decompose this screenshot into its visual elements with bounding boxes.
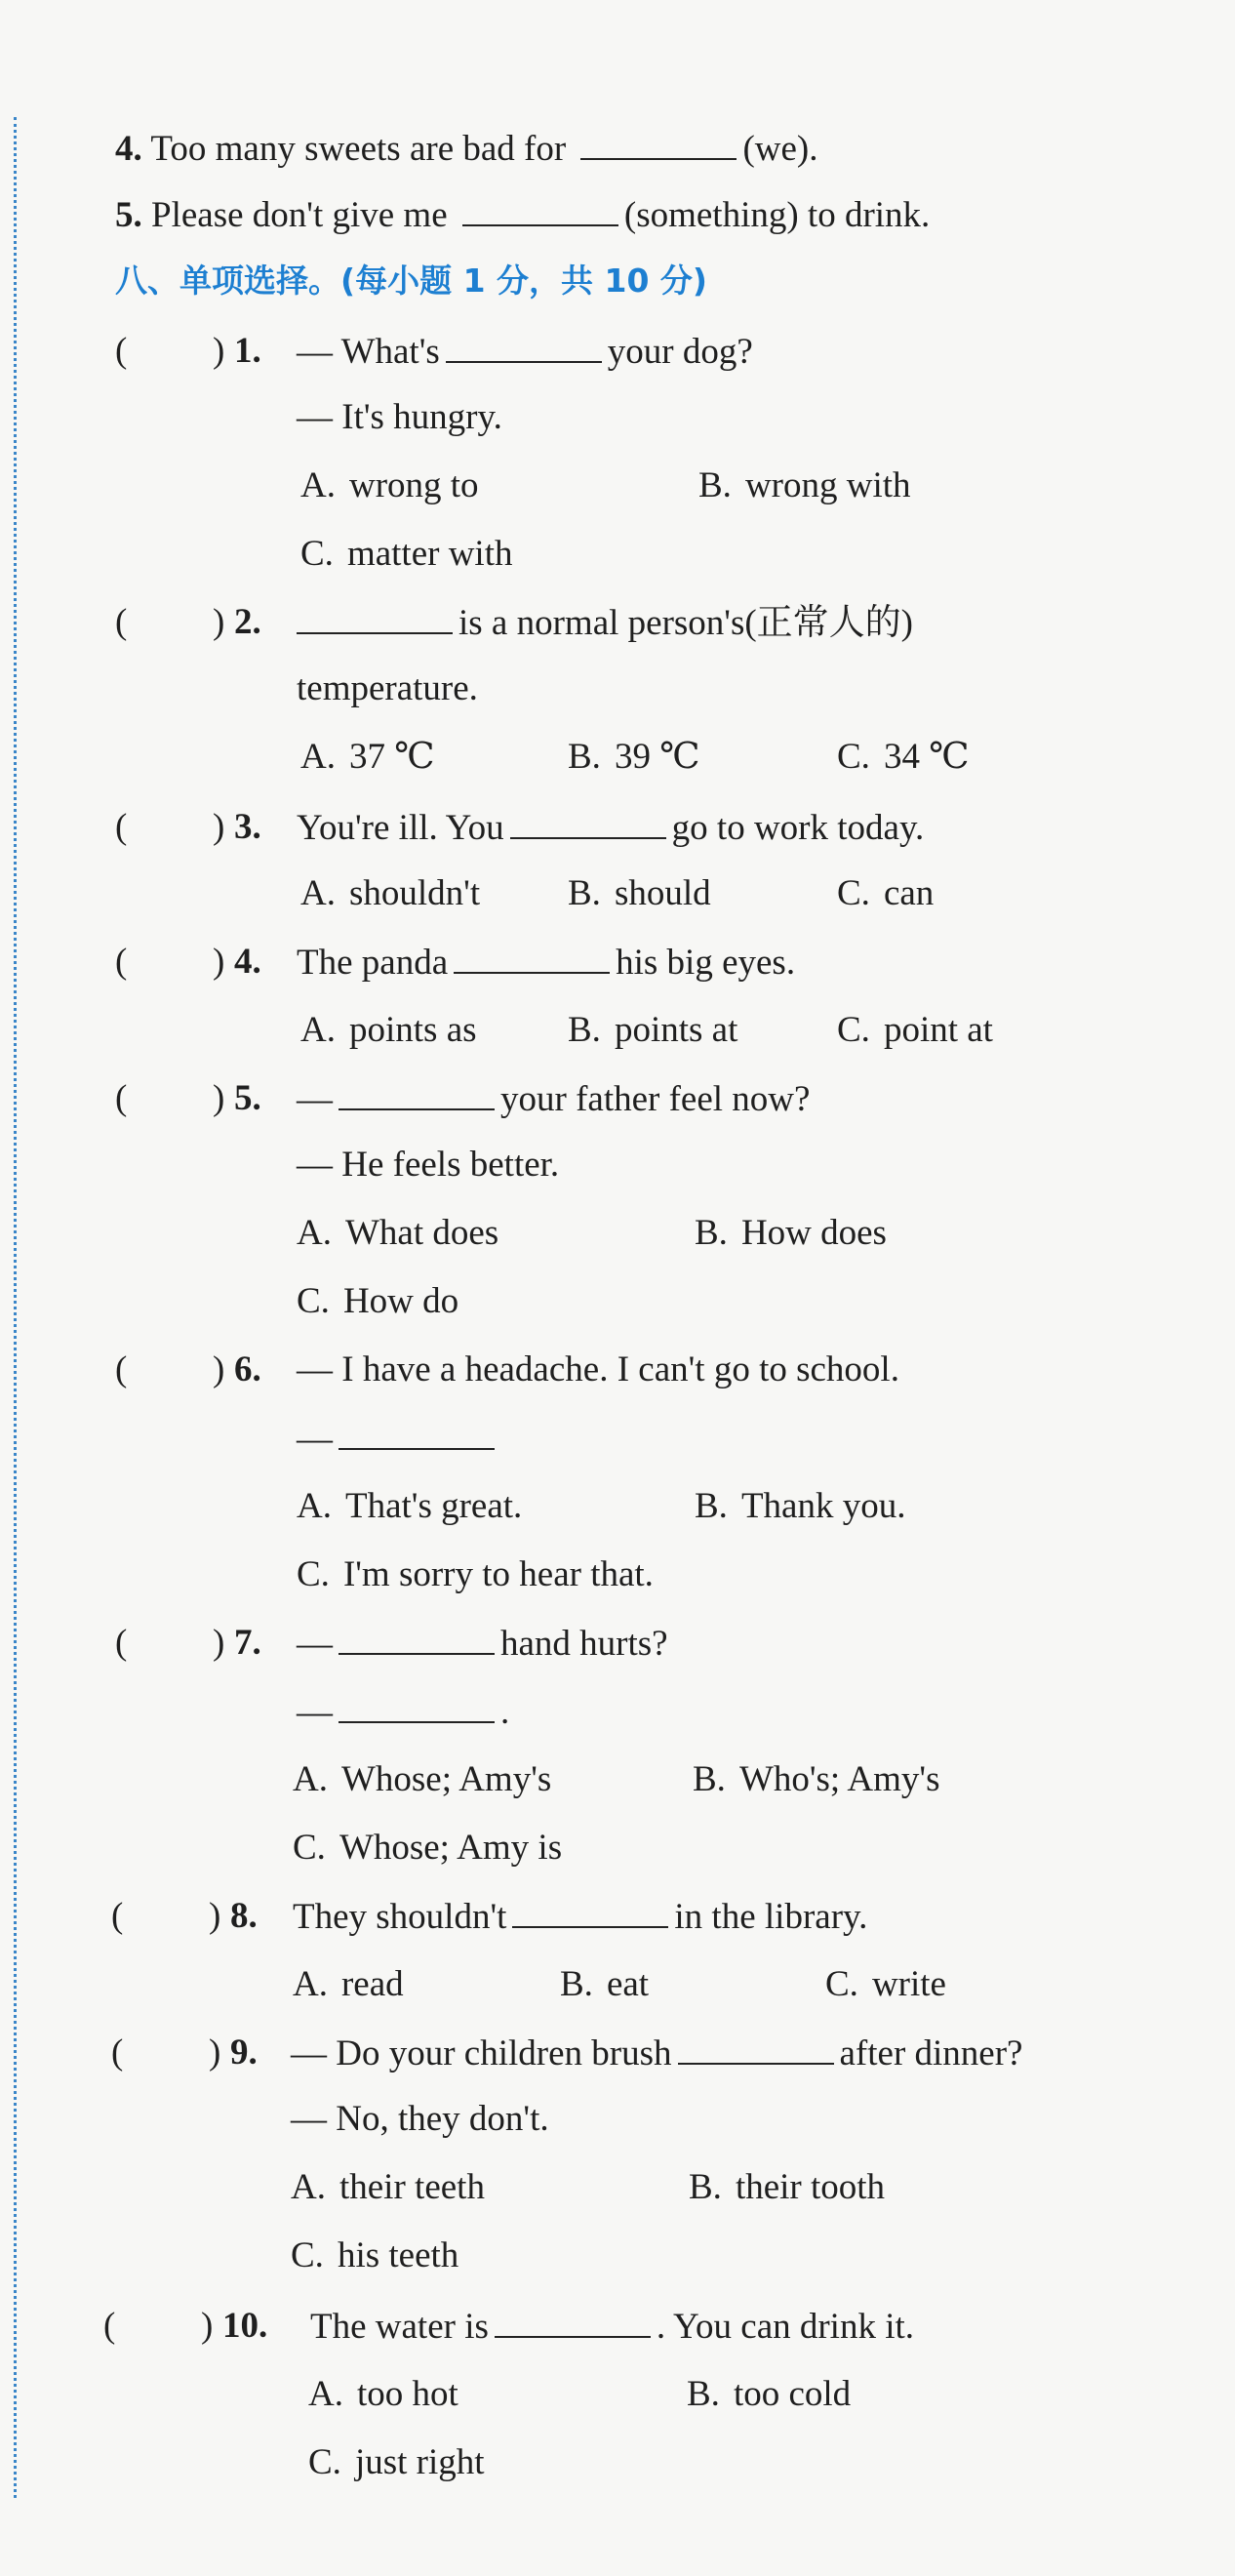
option-a[interactable] [308,2371,458,2418]
answer-paren-open[interactable]: ( [115,331,128,371]
question-stem [297,328,753,376]
option-text: their tooth [735,2167,886,2207]
answer-paren-close: ) [213,942,225,982]
option-letter: A. [291,2167,326,2207]
stem-part: — [297,1419,333,1459]
stem-part: your dog? [607,332,753,372]
option-b[interactable] [698,463,911,509]
answer-blank[interactable] [580,125,737,160]
option-letter: B. [560,1964,593,2004]
question-stem [297,1620,668,1668]
question-stem [297,804,924,852]
item-hint: (we). [742,129,818,169]
question-stem [291,2030,1022,2077]
option-text: How does [740,1213,887,1253]
option-letter: A. [300,465,336,505]
option-b[interactable] [687,2371,851,2418]
answer-paren-close: ) [213,1349,225,1389]
option-text: How do [342,1281,459,1321]
option-a[interactable] [300,870,480,917]
option-letter: B. [687,2374,720,2414]
option-c[interactable] [297,1278,458,1325]
question-reply [297,1415,500,1463]
option-text: eat [606,1964,650,2004]
answer-blank[interactable] [454,939,610,974]
option-letter: A. [300,1010,336,1050]
option-letter: C. [837,737,870,777]
option-text: points as [348,1010,477,1050]
answer-blank[interactable] [495,2303,651,2338]
option-text: read [340,1964,404,2004]
option-letter: C. [297,1554,330,1594]
option-b[interactable] [568,870,711,917]
question-number: 5. [234,1078,261,1118]
answer-blank[interactable] [446,328,602,363]
option-text: can [883,873,935,913]
option-letter: B. [695,1486,728,1526]
option-c[interactable] [293,1825,562,1872]
option-letter: A. [297,1486,332,1526]
answer-paren-close: ) [201,2306,214,2346]
stem-part: — [297,1692,333,1732]
question-reply: — No, they don't. [291,2099,549,2139]
option-b[interactable] [693,1756,939,1803]
question-number: 2. [234,602,261,642]
question-number: 7. [234,1623,261,1663]
option-c[interactable] [291,2233,458,2279]
option-c[interactable] [837,734,970,781]
option-c[interactable] [300,531,512,578]
question-stem: — I have a headache. I can't go to school. [297,1349,899,1389]
option-b[interactable] [695,1210,887,1257]
option-letter: B. [695,1213,728,1253]
item-text: Please don't give me [151,195,448,235]
option-text: wrong to [348,465,479,505]
option-letter: C. [308,2442,341,2482]
option-text: That's great. [344,1486,523,1526]
answer-paren-open[interactable]: ( [103,2306,116,2346]
stem-part: The water is [310,2307,489,2347]
option-text: his teeth [337,2235,459,2275]
answer-paren-close: ) [209,2033,221,2073]
option-c[interactable] [308,2439,485,2486]
answer-paren-open[interactable]: ( [115,807,128,847]
option-letter: C. [837,873,870,913]
stem-part: The panda [297,943,449,983]
option-letter: A. [300,873,336,913]
option-text: Whose; Amy is [339,1828,563,1868]
option-letter: C. [291,2235,324,2275]
question-number: 10. [222,2306,268,2346]
stem-part: your father feel now? [500,1079,811,1119]
question-number: 1. [234,331,261,371]
question-number: 4. [234,942,261,982]
fill-item-5 [115,191,930,239]
question-number: 6. [234,1349,261,1389]
question-reply [297,1688,509,1736]
answer-blank[interactable] [510,804,666,839]
question-stem [297,599,913,647]
section-title: 八、单项选择。(每小题 1 分，共 10 分) [115,262,708,300]
option-text: shouldn't [348,873,481,913]
option-letter: C. [825,1964,858,2004]
stem-part: They shouldn't [293,1897,507,1937]
question-reply: — He feels better. [297,1145,560,1185]
option-b[interactable] [689,2164,885,2211]
answer-paren-open[interactable]: ( [115,1349,128,1389]
option-c[interactable] [837,1007,993,1054]
item-number: 5. [115,195,142,235]
option-letter: B. [698,465,732,505]
stem-part: after dinner? [839,2033,1023,2073]
answer-paren-close: ) [209,1896,221,1936]
option-a[interactable] [291,2164,485,2211]
answer-blank[interactable] [339,1415,495,1450]
answer-blank[interactable] [678,2030,834,2065]
option-text: Who's; Amy's [738,1759,940,1799]
answer-paren-open[interactable]: ( [115,1078,128,1118]
answer-paren-close: ) [213,331,225,371]
option-c[interactable] [297,1551,654,1598]
option-letter: A. [300,737,336,777]
option-letter: C. [837,1010,870,1050]
option-text: just right [354,2442,485,2482]
option-letter: A. [308,2374,343,2414]
item-hint: (something) to drink. [623,195,931,235]
option-text: 39 ℃ [614,737,700,777]
option-text: 34 ℃ [883,737,970,777]
answer-paren-open[interactable]: ( [111,1896,124,1936]
option-text: matter with [346,534,513,574]
option-letter: A. [293,1964,328,2004]
answer-paren-open[interactable]: ( [111,2033,124,2073]
option-text: too cold [733,2374,852,2414]
option-text: write [871,1964,946,2004]
option-letter: B. [568,873,601,913]
answer-paren-open[interactable]: ( [115,1623,128,1663]
option-c[interactable] [825,1961,946,2008]
option-a[interactable] [293,1756,551,1803]
option-a[interactable] [293,1961,404,2008]
stem-part: You're ill. You [297,808,504,848]
answer-blank[interactable] [339,1688,495,1723]
stem-part: — [297,1079,333,1119]
stem-part: is a normal person's(正常人的) [458,603,914,643]
answer-paren-open[interactable]: ( [115,942,128,982]
answer-paren-close: ) [213,1078,225,1118]
question-stem-cont: temperature. [297,668,478,708]
option-text: wrong with [744,465,911,505]
question-number: 3. [234,807,261,847]
question-number: 8. [230,1896,258,1936]
option-text: Thank you. [740,1486,906,1526]
option-a[interactable] [300,734,435,781]
question-stem [310,2303,914,2351]
answer-blank[interactable] [462,191,618,226]
stem-part: . [500,1692,510,1732]
stem-part: his big eyes. [616,943,796,983]
answer-blank[interactable] [339,1075,495,1110]
stem-part: — [297,1624,333,1664]
question-number: 9. [230,2033,258,2073]
option-letter: B. [693,1759,726,1799]
item-text: Too many sweets are bad for [150,129,567,169]
answer-blank[interactable] [512,1893,668,1928]
option-letter: B. [568,737,601,777]
stem-part: — Do your children brush [291,2033,672,2073]
option-text: too hot [356,2374,458,2414]
stem-part: — What's [297,332,440,372]
option-a[interactable] [297,1210,498,1257]
fill-item-4 [115,125,817,173]
stem-part: hand hurts? [500,1624,668,1664]
answer-paren-close: ) [213,602,225,642]
answer-blank[interactable] [297,599,453,634]
option-text: points at [614,1010,738,1050]
stem-part: go to work today. [671,808,925,848]
option-letter: C. [297,1281,330,1321]
question-reply: — It's hungry. [297,397,502,437]
answer-paren-close: ) [213,807,225,847]
option-letter: B. [568,1010,601,1050]
option-text: should [614,873,711,913]
question-stem [297,1075,810,1123]
option-letter: B. [689,2167,722,2207]
option-b[interactable] [568,1007,737,1054]
option-text: What does [344,1213,499,1253]
option-text: I'm sorry to hear that. [342,1554,654,1594]
option-c[interactable] [837,870,934,917]
option-b[interactable] [695,1483,905,1530]
option-letter: A. [293,1759,328,1799]
option-text: their teeth [339,2167,485,2207]
option-a[interactable] [297,1483,522,1530]
option-text: point at [883,1010,993,1050]
option-letter: C. [293,1828,326,1868]
option-a[interactable] [300,463,479,509]
answer-paren-open[interactable]: ( [115,602,128,642]
option-letter: C. [300,534,334,574]
option-b[interactable] [560,1961,649,2008]
option-a[interactable] [300,1007,477,1054]
option-letter: A. [297,1213,332,1253]
stem-part: . You can drink it. [656,2307,915,2347]
question-stem [297,939,795,986]
option-b[interactable] [568,734,700,781]
stem-part: in the library. [674,1897,868,1937]
answer-blank[interactable] [339,1620,495,1655]
item-number: 4. [115,129,142,169]
option-text: 37 ℃ [348,737,435,777]
option-text: Whose; Amy's [340,1759,552,1799]
answer-paren-close: ) [213,1623,225,1663]
question-stem [293,1893,867,1941]
